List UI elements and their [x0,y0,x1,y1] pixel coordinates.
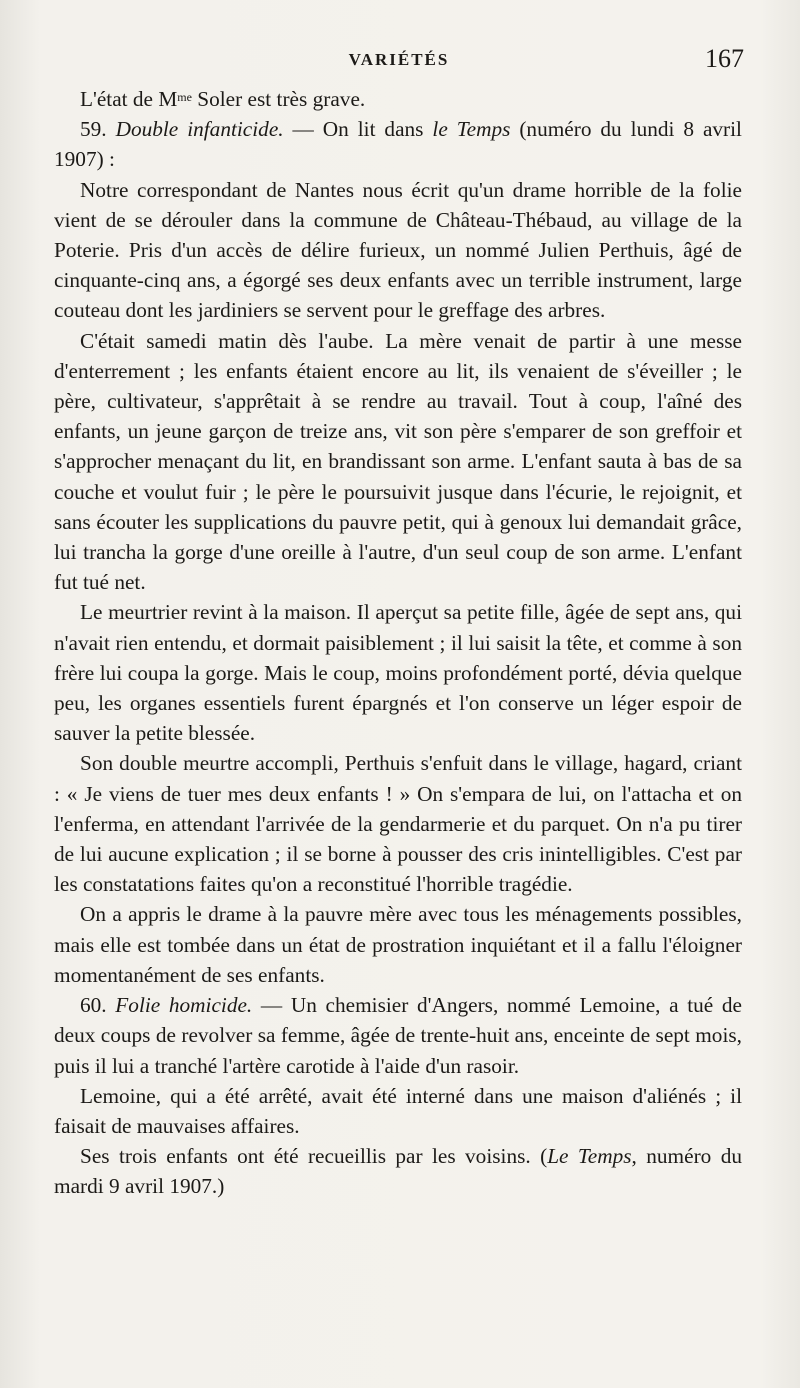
superscript: me [177,90,192,104]
running-title: VARIÉTÉS [348,50,450,69]
source-title: Le Temps [547,1144,632,1169]
paragraph [54,1141,742,1201]
dash: — [252,993,291,1018]
paragraph: C'était samedi matin dès l'aube. La mère venait de partir à une messe d'enterrement ; les enfants étaient encore au lit, ils venaient de s'éveiller ; le père, cultivateur, s'apprêtait à se rendre au travail. Tout à coup, l'aîné des enfants, un jeune garçon de treize ans, vit son père s'emparer de son greffoir et s'approcher menaçant du lit, en brandissant son arme. L'enfant sauta à bas de sa couche et voulut fuir ; le père le poursuivit jusque dans l'écurie, le rejoignit, et sans écouter les supplications du pauvre petit, qui à genoux lui demandait grâce, lui trancha la gorge d'une oreille à l'autre, d'un seul coup de son arme. L'enfant fut tué net. [54,328,742,595]
paragraph: On a appris le drame à la pauvre mère avec tous les ménagements possibles, mais elle est tombée dans un état de prostration inquiétant et il a fallu l'éloigner momentanément de ses enfants. [54,902,742,987]
text-run: (numéro du lundi 8 avril 1907) : [54,117,742,172]
dash: — [283,117,323,142]
case-number: 60. [80,993,116,1018]
paragraph: Son double meurtre accompli, Perthuis s'enfuit dans le village, hagard, criant : « Je viens de tuer mes deux enfants ! » On s'empara de lui, on l'attacha et on l'enferma, en attendant l'arrivée de la gendarmerie et du parquet. On n'a pu tirer de lui aucune explication ; il se borne à pousser des cris inintelligibles. C'est par les constatations faites qu'on a reconstitué l'horrible tragédie. [54,751,742,897]
text-run: Ses trois enfants ont été recueillis par les voisins. ( [80,1144,548,1169]
text-run: , numéro du mardi 9 avril 1907.) [54,1144,743,1199]
case-title: Double infanticide. [115,117,284,142]
paragraph: Notre correspondant de Nantes nous écrit qu'un drame horrible de la folie vient de se dérouler dans la commune de Château-Thébaud, au village de la Poterie. Pris d'un accès de délire furieux, un nommé Julien Perthuis, âgé de cinquante-cinq ans, a égorgé ses deux enfants avec un terrible instrument, large couteau dont les jardiniers se servent pour le greffage des arbres. [54,177,742,323]
case-title: Folie homicide. [115,993,253,1018]
text-run: L'état de M [80,87,178,111]
page-header [54,44,744,80]
case-number: 59. [80,117,116,142]
text-run: On lit dans [322,117,433,142]
case-60-heading [54,990,742,1081]
text-run: Soler est très grave. [191,87,366,111]
paragraph: Lemoine, qui a été arrêté, avait été interné dans une maison d'aliénés ; il faisait de mauvaises affaires. [54,1083,742,1138]
page-number: 167 [705,44,744,73]
paragraph [54,84,742,114]
text-run: Un chemisier d'Angers, nommé Lemoine, a tué de deux coups de revolver sa femme, âgée de trente-huit ans, enceinte de sept mois, puis il lui a tranché l'artère carotide à l'aide d'un rasoir. [54,993,742,1078]
source-title: le Temps [432,117,511,142]
body-text [54,84,742,1202]
case-59-heading [54,114,742,174]
paragraph: Le meurtrier revint à la maison. Il aperçut sa petite fille, âgée de sept ans, qui n'avait rien entendu, et dormait paisiblement ; il lui saisit la tête, et comme à son frère lui coupa la gorge. Mais le coup, moins profondément porté, dévia quelque peu, les organes essentiels furent épargnés et l'on conserve un léger espoir de sauver la petite blessée. [54,600,742,746]
